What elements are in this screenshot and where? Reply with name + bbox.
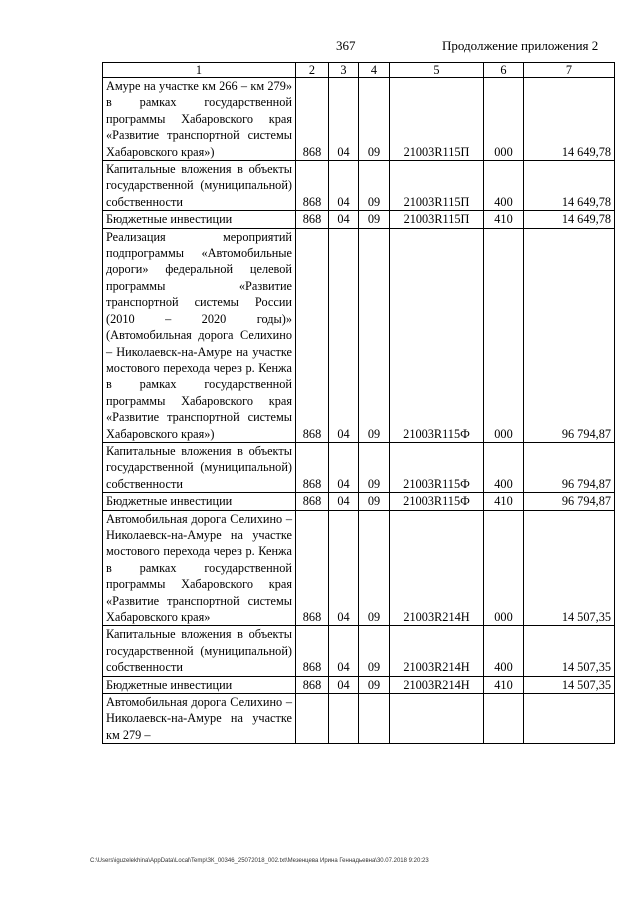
row-subsection-cell: 09 xyxy=(359,442,390,492)
row-subsection-cell: 09 xyxy=(359,228,390,442)
column-header: 7 xyxy=(524,63,615,78)
row-section-cell: 04 xyxy=(329,493,359,510)
row-section-cell: 04 xyxy=(329,626,359,676)
row-section-cell: 04 xyxy=(329,211,359,228)
row-amount-cell: 14 649,78 xyxy=(524,161,615,211)
row-subsection-cell: 09 xyxy=(359,626,390,676)
row-section-cell: 04 xyxy=(329,442,359,492)
row-subsection-cell: 09 xyxy=(359,493,390,510)
row-expense-type-cell: 000 xyxy=(484,228,524,442)
row-name-cell: Бюджетные инвестиции xyxy=(103,211,296,228)
row-target-article-cell xyxy=(390,694,484,744)
row-expense-type-cell: 000 xyxy=(484,510,524,626)
row-section-cell: 04 xyxy=(329,676,359,693)
row-ministry-code-cell: 868 xyxy=(296,78,329,161)
row-name-cell: Амуре на участке км 266 – км 279» в рамках государственной программы Хабаровского края «Развитие транспортной системы Хабаровского края») xyxy=(103,78,296,161)
row-name-cell: Бюджетные инвестиции xyxy=(103,676,296,693)
row-target-article-cell: 21003R214Н xyxy=(390,676,484,693)
row-subsection-cell: 09 xyxy=(359,211,390,228)
row-amount-cell xyxy=(524,694,615,744)
row-expense-type-cell: 000 xyxy=(484,78,524,161)
table-row xyxy=(103,78,615,161)
footer-file-path: C:\Users\iguzelekhina\AppData\Local\Temp\ЗК_00346_25072018_002.txt\Мезенцева Ирина Геннадьевна\30.07.2018 9:20:23 xyxy=(90,858,429,864)
table-row xyxy=(103,626,615,676)
row-expense-type-cell: 410 xyxy=(484,211,524,228)
row-amount-cell: 14 507,35 xyxy=(524,676,615,693)
row-ministry-code-cell: 868 xyxy=(296,626,329,676)
row-ministry-code-cell: 868 xyxy=(296,676,329,693)
row-ministry-code-cell: 868 xyxy=(296,211,329,228)
column-header: 1 xyxy=(103,63,296,78)
table-row xyxy=(103,510,615,626)
row-ministry-code-cell xyxy=(296,694,329,744)
row-amount-cell: 96 794,87 xyxy=(524,442,615,492)
row-name-cell: Автомобильная дорога Селихино – Николаевск-на-Амуре на участке км 279 – xyxy=(103,694,296,744)
continuation-label: Продолжение приложения 2 xyxy=(442,38,599,53)
row-section-cell: 04 xyxy=(329,228,359,442)
row-target-article-cell: 21003R115П xyxy=(390,211,484,228)
row-ministry-code-cell: 868 xyxy=(296,510,329,626)
row-name-cell: Капитальные вложения в объекты государственной (муниципальной) собственности xyxy=(103,161,296,211)
row-expense-type-cell: 410 xyxy=(484,676,524,693)
row-name-cell: Реализация мероприятий подпрограммы «Автомобильные дороги» федеральной целевой программы «Развитие транспортной системы России (2010 – 2020 годы)» (Автомобильная дорога Селихино – Николаевск-на-Амуре на участке мостового перехода через р. Кенжа в рамках государственной программы Хабаровского края «Развитие транспортной системы Хабаровского края») xyxy=(103,228,296,442)
column-header: 3 xyxy=(329,63,359,78)
table-header-row xyxy=(103,63,615,78)
column-header: 2 xyxy=(296,63,329,78)
row-subsection-cell: 09 xyxy=(359,78,390,161)
row-name-cell: Капитальные вложения в объекты государственной (муниципальной) собственности xyxy=(103,626,296,676)
row-subsection-cell: 09 xyxy=(359,676,390,693)
row-target-article-cell: 21003R115Ф xyxy=(390,442,484,492)
row-section-cell xyxy=(329,694,359,744)
budget-table xyxy=(102,62,615,744)
row-amount-cell: 14 507,35 xyxy=(524,626,615,676)
row-expense-type-cell: 400 xyxy=(484,161,524,211)
column-header: 5 xyxy=(390,63,484,78)
row-expense-type-cell: 410 xyxy=(484,493,524,510)
table-row xyxy=(103,228,615,442)
column-header: 6 xyxy=(484,63,524,78)
row-target-article-cell: 21003R115Ф xyxy=(390,228,484,442)
row-amount-cell: 14 507,35 xyxy=(524,510,615,626)
row-amount-cell: 14 649,78 xyxy=(524,211,615,228)
row-ministry-code-cell: 868 xyxy=(296,228,329,442)
row-amount-cell: 14 649,78 xyxy=(524,78,615,161)
row-subsection-cell: 09 xyxy=(359,510,390,626)
table-row xyxy=(103,211,615,228)
row-target-article-cell: 21003R214Н xyxy=(390,510,484,626)
row-name-cell: Бюджетные инвестиции xyxy=(103,493,296,510)
row-ministry-code-cell: 868 xyxy=(296,161,329,211)
row-target-article-cell: 21003R115Ф xyxy=(390,493,484,510)
table-row xyxy=(103,694,615,744)
row-target-article-cell: 21003R115П xyxy=(390,161,484,211)
row-name-cell: Капитальные вложения в объекты государственной (муниципальной) собственности xyxy=(103,442,296,492)
row-ministry-code-cell: 868 xyxy=(296,442,329,492)
row-name-cell: Автомобильная дорога Селихино – Николаевск-на-Амуре на участке мостового перехода через р. Кенжа в рамках государственной программы Хабаровского края «Развитие транспортной системы Хабаровского края» xyxy=(103,510,296,626)
row-subsection-cell xyxy=(359,694,390,744)
row-target-article-cell: 21003R214Н xyxy=(390,626,484,676)
row-expense-type-cell: 400 xyxy=(484,626,524,676)
table-row xyxy=(103,161,615,211)
row-section-cell: 04 xyxy=(329,78,359,161)
table-row xyxy=(103,676,615,693)
row-subsection-cell: 09 xyxy=(359,161,390,211)
row-section-cell: 04 xyxy=(329,161,359,211)
table-row xyxy=(103,493,615,510)
row-expense-type-cell: 400 xyxy=(484,442,524,492)
row-section-cell: 04 xyxy=(329,510,359,626)
column-header: 4 xyxy=(359,63,390,78)
row-amount-cell: 96 794,87 xyxy=(524,493,615,510)
row-expense-type-cell xyxy=(484,694,524,744)
table-row xyxy=(103,442,615,492)
page-number: 367 xyxy=(336,38,356,53)
row-target-article-cell: 21003R115П xyxy=(390,78,484,161)
row-ministry-code-cell: 868 xyxy=(296,493,329,510)
row-amount-cell: 96 794,87 xyxy=(524,228,615,442)
